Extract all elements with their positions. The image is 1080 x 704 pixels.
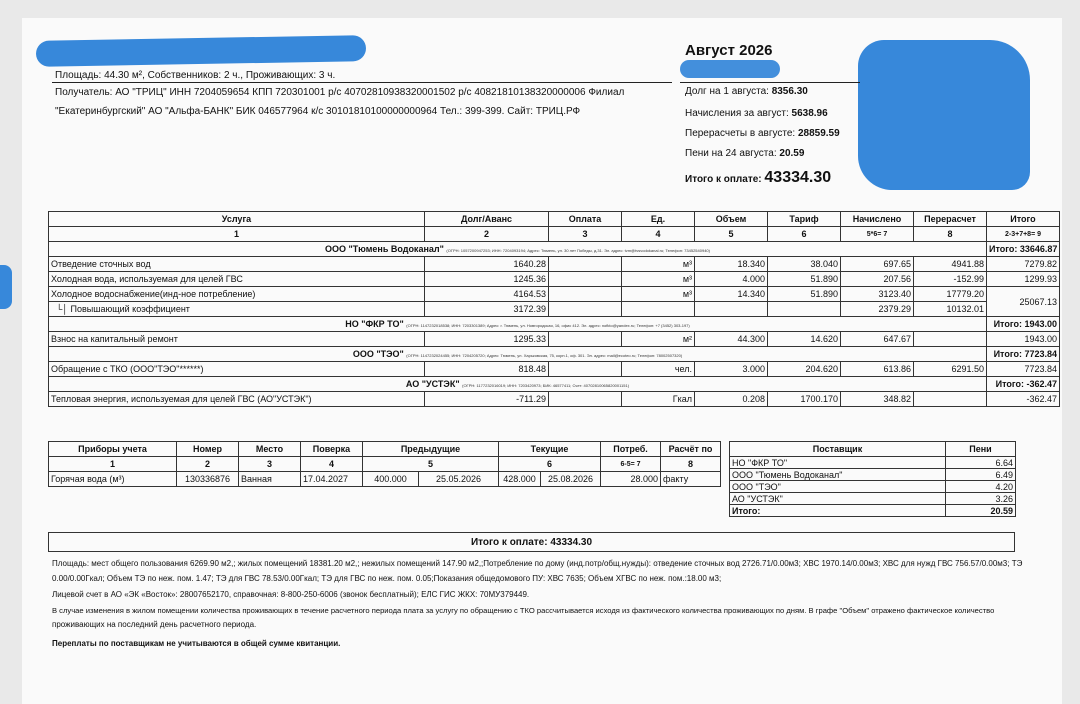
col-unit: Ед. xyxy=(622,212,695,227)
footer-line-3: Лицевой счет в АО «ЭК «Восток»: 28007652170, справочная: 8-800-250-6006 (звонок бесплатный); ЕЛС ГИС ЖКХ: 70МУ379449. xyxy=(52,590,530,599)
col-service: Услуга xyxy=(49,212,425,227)
penalty-line: Пени на 24 августа: 20.59 xyxy=(685,148,805,159)
table-row: └│ Повышающий коэффициент 3172.39 2379.29 10132.01 xyxy=(49,302,1060,317)
section-row: АО "УСТЭК" (ОГРН: 1177232016019; ИНН: 7203420973; БИК: 46577411; Счет: 40702810065820001151) Итого: -362.47 xyxy=(49,377,1060,392)
redaction-left-edge xyxy=(0,265,12,309)
col-charged: Начислено xyxy=(841,212,914,227)
table-row: Тепловая энергия, используемая для целей ГВС (АО"УСТЭК") -711.29 Гкал 0.208 1700.170 348.82 -362.47 xyxy=(49,392,1060,407)
meters-colnum-row: 1 2 3 4 5 6 6-5= 7 8 xyxy=(49,457,721,472)
table-row: Холодное водоснабжение(инд-ное потребление) 4164.53 м³ 14.340 51.890 3123.40 17779.20 25067.13 xyxy=(49,287,1060,302)
col-recalc: Перерасчет xyxy=(914,212,987,227)
col-debt: Долг/Аванс xyxy=(425,212,549,227)
section-row: НО "ФКР ТО" (ОГРН: 1147232018538; ИНН: 7203301389; Адрес: г. Тюмень, ул. Новгородская, 16, офис 412. Эл. адрес: nofkto@yandex.ru; Телефон: +7 (3452) 303-197) Итого: 1943.00 xyxy=(49,317,1060,332)
table-row: ООО "ТЭО" 4.20 xyxy=(730,481,1016,493)
table-row: Взнос на капитальный ремонт 1295.33 м² 44.300 14.620 647.67 1943.00 xyxy=(49,332,1060,347)
table-row: НО "ФКР ТО" 6.64 xyxy=(730,457,1016,469)
recalc-line: Перерасчеты в августе: 28859.59 xyxy=(685,128,840,139)
footer-line-4: В случае изменения в жилом помещении количества проживающих в течение расчетного периода плата за услугу по обращению с ТКО рассчитывается исходя из фактического количества проживающих по дням. В графе "Объем" отражено фактическое количество xyxy=(52,606,995,615)
table-row: Отведение сточных вод 1640.28 м³ 18.340 38.040 697.65 4941.88 7279.82 xyxy=(49,257,1060,272)
debt-line: Долг на 1 августа: 8356.30 xyxy=(685,86,808,97)
penalties-total-row: Итого: 20.59 xyxy=(730,505,1016,517)
month-title: Август 2026 xyxy=(685,42,773,59)
col-volume: Объем xyxy=(695,212,768,227)
col-tariff: Тариф xyxy=(768,212,841,227)
meters-table xyxy=(48,441,721,487)
col-paid: Оплата xyxy=(549,212,622,227)
section-row: ООО "Тюмень Водоканал" (ОГРН: 1057200947253; ИНН: 7204093194; Адрес: Тюмень, ул. 30 лет Победы, д.31. Эл. адрес: tvm@tvsvodokanal.ru; Телефон: 73452540940) Итого: 33646.87 xyxy=(49,242,1060,257)
penalties-header-row: Поставщик Пени xyxy=(730,442,1016,457)
footer-line-1: Площадь: мест общего пользования 6269.90 м2,; жилых помещений 18381.20 м2,; нежилых помещений 147.90 м2,;Потребление по дому (инд.потр/общ.нужды): отведение сточных вод 2726.71/0.00м3; ХВС 1970.14/0.00м3; ХВС для нужд ГВС 756.57/0.00м3; ТЭ xyxy=(52,559,1023,568)
footer-line-5: проживающих на последний день расчетного периода. xyxy=(52,620,257,629)
section-row: ООО "ТЭО" (ОГРН: 1147232024455; ИНН: 7204205720; Адрес: Тюмень, ул. Харьковская, 75, корп.1, оф. 301. Эл. адрес: mail@ecoteo.ru; Телефон: 78002507320) Итого: 7723.84 xyxy=(49,347,1060,362)
redaction-right xyxy=(858,40,1030,190)
meters-header-row: Приборы учета Номер Место Поверка Предыдущие Текущие Потреб. Расчёт по xyxy=(49,442,721,457)
col-total: Итого xyxy=(987,212,1060,227)
recipient-line-1: Получатель: АО "ТРИЦ" ИНН 7204059654 КПП 720301001 р/с 40702810938320001502 р/с 40821810138320000006 Филиал xyxy=(55,87,625,98)
table-row: АО "УСТЭК" 3.26 xyxy=(730,493,1016,505)
area-line: Площадь: 44.30 м², Собственников: 2 ч., Проживающих: 3 ч. xyxy=(55,70,336,81)
charges-line: Начисления за август: 5638.96 xyxy=(685,108,828,119)
services-colnum-row: 1 2 3 4 5 6 5*6= 7 8 2-3+7+8= 9 xyxy=(49,227,1060,242)
redaction-month xyxy=(680,60,780,78)
table-row: Обращение с ТКО (ООО"ТЭО"******) 818.48 чел. 3.000 204.620 613.86 6291.50 7723.84 xyxy=(49,362,1060,377)
penalties-table xyxy=(729,441,1016,517)
recipient-line-2: "Екатеринбургский" АО "Альфа-БАНК" БИК 046577964 к/с 30101810100000000964 Тел.: 399-399. Сайт: ТРИЦ.РФ xyxy=(55,106,581,117)
services-table xyxy=(48,211,1060,407)
services-header-row xyxy=(49,212,1060,227)
footer-line-6: Переплаты по поставщикам не учитываются в общей сумме квитанции. xyxy=(52,639,341,648)
total-line: Итого к оплате: 43334.30 xyxy=(685,169,832,186)
table-row: Горячая вода (м³) 130336876 Ванная 17.04.2027 400.000 25.05.2026 428.000 25.08.2026 28.000 факту xyxy=(49,472,721,487)
table-row: Холодная вода, используемая для целей ГВС 1245.36 м³ 4.000 51.890 207.56 -152.99 1299.93 xyxy=(49,272,1060,287)
grand-total-box: Итого к оплате: 43334.30 xyxy=(48,532,1015,552)
footer-line-2: 0.00/0.00Гкал; Объем ТЭ по неж. пом. 1.47; ТЭ для ГВС 78.53/0.00Гкал; ТЭ для ГВС по неж. пом. 0.05;Показания общедомового ПУ: ХВС 7635; Объем ХГВС по неж. пом.:18.00 м3; xyxy=(52,574,722,583)
table-row: ООО "Тюмень Водоканал" 6.49 xyxy=(730,469,1016,481)
